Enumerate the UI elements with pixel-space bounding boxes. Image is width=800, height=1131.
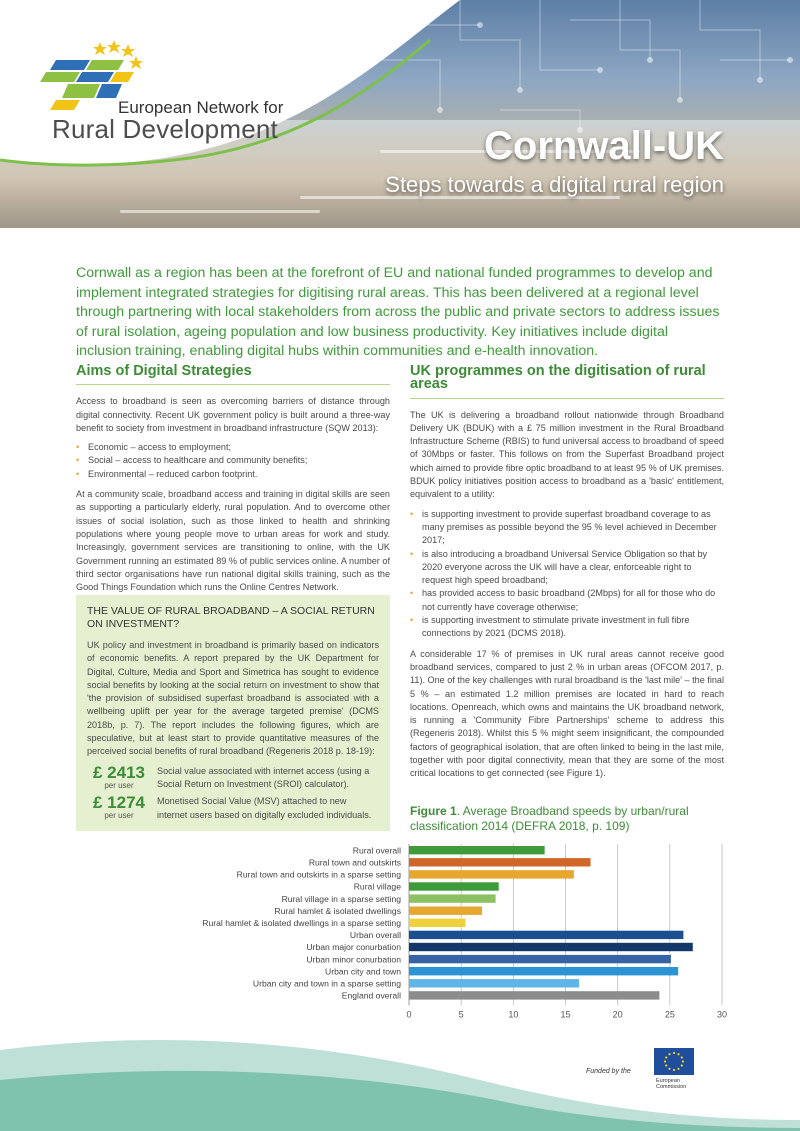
right-heading: UK programmes on the digitisation of rural areas [410,363,706,393]
org-name-line1: European Network for [118,98,284,117]
footer-wave [0,1020,800,1131]
box-text: UK policy and investment in broadband is primarily based on indicators of economic benefits. A report prepared by the UK Department for Digital, Culture, Media and Sport and Simetrica has sought to evidence social benefits by looking at the social return on investment to show that 'the provision of subsidised superfast broadband is associated with a wellbeing uplift per year for the average targeted premise' (DCMS 2018b, p. 7). The report includes the following figures, which are speculative, but at least start to provide quantitative measures of the perceived social benefits of rural broadband (Regeneris 2018 p. 18-19): [87,640,379,757]
category-label: Urban overall [349,930,401,941]
benefit-list [76,441,390,481]
heading-rule [76,384,390,385]
page-subtitle: Steps towards a digital rural region [385,172,724,197]
x-tick-label: 20 [612,1009,623,1020]
bar [409,979,579,987]
category-label: Rural village in a sparse setting [281,893,401,904]
left-paragraph-1: Access to broadband is seen as overcoming barriers of distance through digital connectivity. Recent UK government policy is built around a three-way benefit to society from investment in broadband infrastructure (SQW 2013): [76,396,390,433]
list-item: • has provided access to basic broadband (2Mbps) for all for those who do not currently have coverage otherwise; [410,587,724,614]
x-tick-label: 25 [664,1009,675,1020]
x-tick-label: 15 [560,1009,571,1020]
x-tick-label: 5 [458,1009,464,1020]
box-heading: THE VALUE OF RURAL BROADBAND – A SOCIAL RETURN ON INVESTMENT? [87,605,375,630]
category-label: Rural village [353,881,401,892]
category-label: England overall [341,990,401,1001]
figure-caption [410,804,730,834]
left-paragraph-2: At a community scale, broadband access and training in digital skills are seen as supporting a particularly elderly, rural population. And to overcome other issues of social isolation, such as those linked to health and shrinking populations where young people move to urban areas for work and study. Increasingly, government services are transitioning to online, with the UK Government running an estimated 89 % of public services online. A number of third sector organisations have run national digital skills training, such as the Good Things Foundation which runs the Online Centres Network. [76,489,390,593]
category-label: Rural hamlet & isolated dwellings [274,905,401,916]
bar [409,955,671,963]
left-column [76,365,390,600]
org-name-line2: Rural Development [52,114,278,144]
category-label: Rural town and outskirts [308,857,401,868]
bar [409,967,678,975]
bar [409,919,465,927]
bar [409,882,499,890]
list-item: • Economic – access to employment; [76,441,390,454]
right-column [410,365,724,787]
list-item: • is supporting investment to provide superfast broadband coverage to as many premises as possible beyond the 95 % level achieved in December 2017; [410,508,724,548]
category-label: Rural town and outskirts in a sparse setting [236,869,401,880]
category-label: Urban major conurbation [306,942,401,953]
list-item: • Social – access to healthcare and community benefits; [76,454,390,467]
bar [409,846,545,854]
bar [409,931,683,939]
stat-unit: per user [104,811,134,821]
list-item: • is supporting investment to stimulate private investment in full fibre connections by 2021 (DCMS 2018). [410,614,724,641]
stat-amount: £ 1274 [93,793,145,813]
bar [409,907,482,915]
right-paragraph-2: A considerable 17 % of premises in UK rural areas cannot receive good broadband services, compared to just 2 % in urban areas (OFCOM 2017, p. 11). One of the key challenges with rural broadband is the 'last mile' – the final 5 % – an estimated 1.2 million premises are located in hard to reach locations. Openreach, which owns and maintains the UK broadband network, is running a 'Community Fibre Partnerships' scheme to address this (Regeneris 2018). Whilst this 5 % might seem insignificant, the compounded factors of geographical isolation, that are often linked to being in the last mile, together with poor digital connectivity, mean that they are some of the most critical locations to get connected (see Figure 1). [410,648,724,779]
bar [409,858,591,866]
bar [409,894,496,902]
figure-label: Figure 1 [410,804,457,818]
eu-commission-label [656,1078,686,1090]
stat-row [87,762,379,792]
right-paragraph-1: The UK is delivering a broadband rollout nationwide through Broadband Delivery UK (BDUK) with a £ 75 million investment in the Rural Broadband Infrastructure Scheme (RBIS) to fund universal access to broadband of speed of 30Mbps or faster. This follows on from the Superfast Broadband project which aimed to provide fibre optic broadband to at least 95 % of UK premises. BDUK policy initiatives position access to broadband as a 'basic' entitlement, equivalent to a utility: [410,409,724,500]
stat-description: Social value associated with internet access (using a Social Return on Investment (SROI) calculator). [157,765,370,789]
category-label: Rural hamlet & isolated dwellings in a sparse setting [202,918,401,928]
bar [409,991,659,999]
stat-amount: £ 2413 [93,762,145,782]
figure-caption-text: . Average Broadband speeds by urban/rural classification 2014 (DEFRA 2018, p. 109) [410,804,689,833]
stat-unit: per user [104,780,134,790]
header-banner [0,0,800,228]
social-return-box [76,595,390,831]
funded-by-label: Funded by the [586,1068,631,1075]
bar [409,943,693,951]
x-tick-label: 0 [406,1009,412,1020]
eu-line1: European [656,1078,680,1084]
left-heading: Aims of Digital Strategies [76,363,252,379]
x-tick-label: 10 [508,1009,519,1020]
category-label: Urban minor conurbation [306,954,401,965]
stat-row [87,795,379,822]
bduk-list [410,508,724,641]
stat-description: Monetised Social Value (MSV) attached to new internet users based on digitally excluded individuals. [157,796,372,820]
bar [409,870,574,878]
intro-paragraph: Cornwall as a region has been at the forefront of EU and national funded programmes to develop and implement integrated strategies for digitising rural areas. This has been delivered at a regional level through partnering with local stakeholders from across the public and private sectors to address issues of rural isolation, ageing population and low business productivity. Key initiatives include digital inclusion training, enabling digital hubs within communities and e-health innovation. [76,265,720,360]
wave-line [120,210,320,213]
list-item: • Environmental – reduced carbon footprint. [76,468,390,481]
broadband-speed-chart [0,840,800,1020]
x-tick-label: 30 [716,1009,728,1020]
eu-flag-icon [654,1048,694,1075]
page-title: Cornwall-UK [484,124,724,168]
category-label: Urban city and town [325,966,401,977]
list-item: • is also introducing a broadband Universal Service Obligation so that by 2020 everyone across the UK will have a clear, enforceable right to request high speed broadband; [410,548,724,588]
eu-line2: Commission [656,1084,687,1090]
category-label: Rural overall [352,845,401,856]
category-label: Urban city and town in a sparse setting [252,978,401,989]
heading-rule [410,398,724,399]
